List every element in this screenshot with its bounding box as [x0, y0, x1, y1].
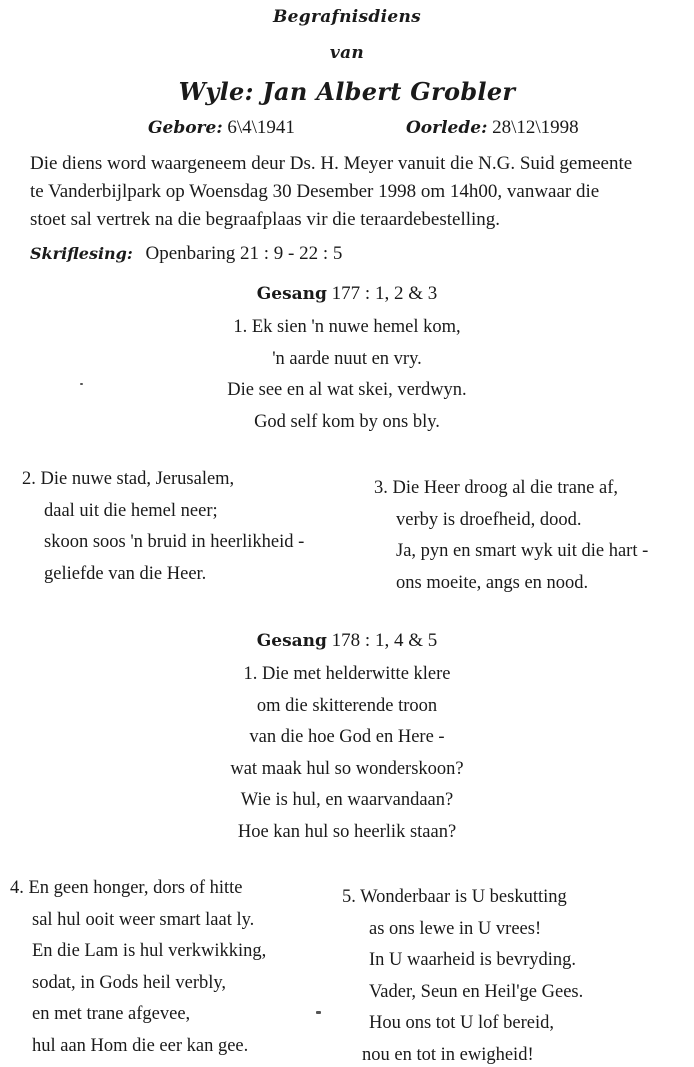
verse-line: verby is droefheid, dood.: [396, 509, 582, 530]
verse-line: sal hul ooit weer smart laat ly.: [32, 909, 255, 930]
verse-line: hul aan Hom die eer kan gee.: [32, 1035, 249, 1056]
service-line: Die diens word waargeneem deur Ds. H. Meyer vanuit die N.G. Suid gemeente: [30, 153, 633, 174]
verse-line: 3. Die Heer droog al die trane af,: [374, 478, 618, 498]
verse-line: God self kom by ons bly.: [254, 411, 440, 432]
verse-line: 1. Die met helderwitte klere: [243, 664, 451, 684]
service-line: stoet sal vertrek na die begraafplaas vir die teraardebestelling.: [30, 209, 501, 230]
verse-line: om die skitterende troon: [256, 695, 438, 716]
verse-line: ons moeite, angs en nood.: [396, 572, 589, 593]
hymn-177-stanza-3: [374, 473, 648, 599]
hymn-177-stanza-2: [22, 464, 304, 590]
verse-line: Hou ons tot U lof bereid,: [369, 1013, 554, 1033]
verse-line: Wie is hul, en waarvandaan?: [240, 790, 454, 810]
verse-line: 4. En geen honger, dors of hitte: [10, 878, 243, 898]
born-label: Gebore:: [148, 118, 223, 138]
verse-line: 'n aarde nuut en vry.: [272, 348, 422, 369]
verse-line: skoon soos 'n bruid in heerlikheid -: [44, 532, 305, 552]
hymn-178-stanza-4: [10, 873, 266, 1062]
reading-value: Openbaring 21 : 9 - 22 : 5: [145, 243, 343, 264]
verse-line: daal uit die hemel neer;: [44, 500, 218, 521]
dates-row: [0, 117, 694, 143]
verse-line: en met trane afgevee,: [32, 1004, 191, 1024]
hymn-178-stanza-1: [0, 659, 694, 848]
died-label: Oorlede:: [406, 118, 488, 138]
verse-line: Hoe kan hul so heerlik staan?: [237, 821, 457, 842]
verse-line: as ons lewe in U vrees!: [369, 918, 542, 939]
verse-line: sodat, in Gods heil verbly,: [32, 972, 227, 993]
hymn-title-number: 177 : 1, 2 & 3: [331, 283, 438, 304]
verse-line: van die hoe God en Here -: [249, 727, 445, 747]
verse-line: Ja, pyn en smart wyk uit die hart -: [396, 541, 649, 561]
hymn-177-stanza-1: [0, 312, 694, 438]
service-paragraph: [30, 150, 694, 234]
verse-line: 2. Die nuwe stad, Jerusalem,: [22, 469, 235, 489]
verse-line: nou en tot in ewigheid!: [362, 1044, 534, 1065]
title-connector: van: [329, 43, 365, 63]
verse-line: 1. Ek sien 'n nuwe hemel kom,: [233, 317, 461, 337]
scan-speck: [80, 383, 83, 385]
hymn-178-stanza-5: [342, 882, 583, 1067]
born-value: 6\4\1941: [227, 117, 295, 138]
hymn-177-title: [0, 283, 694, 305]
verse-line: 5. Wonderbaar is U beskutting: [342, 887, 567, 907]
scripture-reading: [30, 243, 342, 265]
died-value: 28\12\1998: [492, 117, 579, 138]
verse-line: wat maak hul so wonderskoon?: [230, 758, 464, 779]
scan-speck: [316, 1011, 321, 1014]
hymn-title-word: Gesang: [256, 284, 327, 304]
verse-line: In U waarheid is bevryding.: [369, 950, 577, 970]
deceased-name: Wyle: Jan Albert Grobler: [178, 77, 516, 106]
verse-line: geliefde van die Heer.: [44, 563, 207, 584]
service-line: te Vanderbijlpark op Woensdag 30 Desember 1998 om 14h00, vanwaar die: [30, 181, 600, 202]
hymn-title-word: Gesang: [256, 631, 327, 651]
verse-line: Die see en al wat skei, verdwyn.: [227, 380, 467, 400]
death-date: [406, 117, 579, 139]
document-title: Begrafnisdiens: [272, 7, 422, 27]
reading-label: Skriflesing:: [30, 244, 133, 263]
verse-line: En die Lam is hul verkwikking,: [32, 941, 267, 961]
hymn-178-title: [0, 630, 694, 652]
verse-line: Vader, Seun en Heil'ge Gees.: [369, 981, 584, 1002]
birth-date: [148, 117, 295, 139]
hymn-title-number: 178 : 1, 4 & 5: [331, 630, 438, 651]
